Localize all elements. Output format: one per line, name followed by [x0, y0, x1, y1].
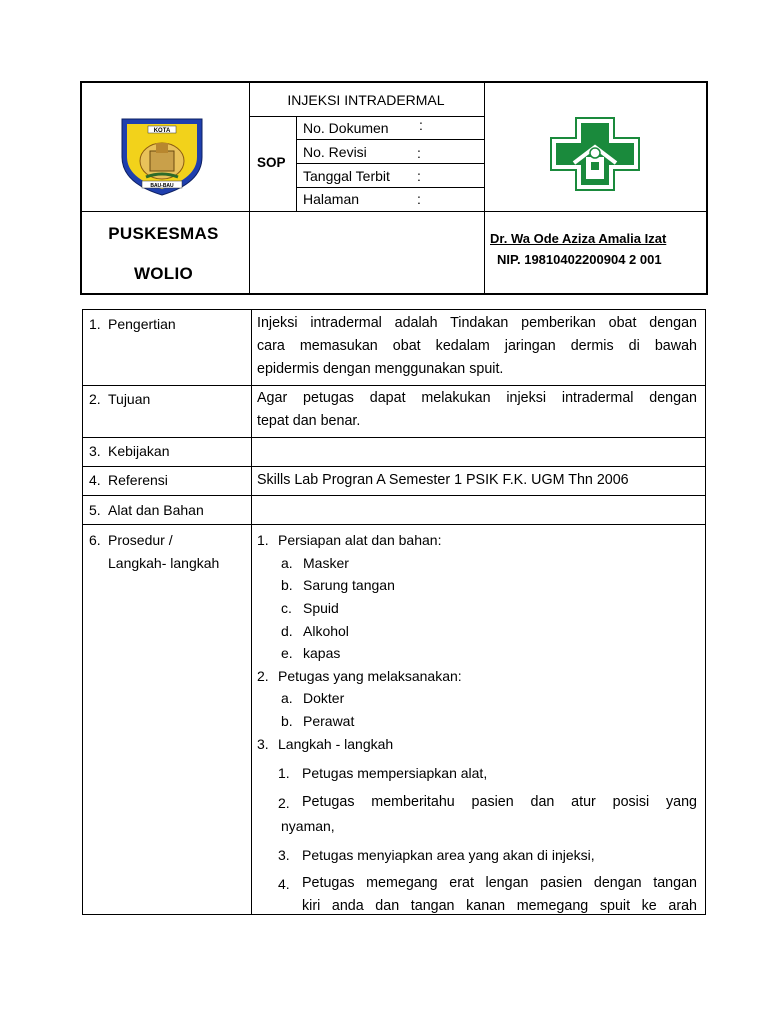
- row-number: 5.: [89, 502, 101, 518]
- signer-nip: NIP. 19810402200904 2 001: [497, 252, 662, 267]
- document-title: INJEKSI INTRADERMAL: [287, 92, 445, 108]
- substep-text: nyaman,: [281, 818, 335, 834]
- row-number: 3.: [89, 443, 101, 459]
- header-divider: [249, 83, 250, 293]
- field-label: Halaman: [303, 191, 360, 207]
- header-divider: [296, 139, 484, 140]
- emblem-bottom-text: BAU-BAU: [150, 183, 174, 189]
- list-item-letter: b.: [281, 577, 293, 593]
- row-number: 6.: [89, 532, 101, 548]
- column-divider: [251, 310, 252, 914]
- substep-text: Petugas memegang erat lengan pasien dengan tangan: [302, 875, 697, 891]
- substep-number: 4.: [278, 876, 290, 892]
- definition-text-line: cara memasukan obat kedalam jaringan dermis di bawah: [257, 338, 697, 354]
- procedure-step-text: Persiapan alat dan bahan:: [278, 532, 442, 548]
- definition-text-line: epidermis dengan menggunakan spuit.: [257, 361, 504, 377]
- substep-text: Petugas menyiapkan area yang akan di injeksi,: [302, 847, 595, 863]
- substep-text: Petugas memberitahu pasien dan atur posisi yang: [302, 794, 697, 810]
- row-label: Langkah- langkah: [108, 555, 220, 571]
- procedure-step-number: 1.: [257, 532, 269, 548]
- header-divider: [250, 116, 484, 117]
- procedure-step-text: Langkah - langkah: [278, 736, 394, 752]
- row-number: 2.: [89, 391, 101, 407]
- substep-number: 2.: [278, 795, 290, 811]
- sop-label: SOP: [257, 155, 286, 170]
- row-label: Kebijakan: [108, 443, 170, 459]
- kota-bau-bau-emblem-icon: [118, 117, 206, 197]
- puskesmas-green-cross-icon: [550, 117, 640, 191]
- list-item: Perawat: [303, 713, 355, 729]
- row-divider: [83, 524, 705, 525]
- substep-text: kiri anda dan tangan kanan memegang spuit ke arah: [302, 898, 697, 914]
- list-item: Dokter: [303, 690, 345, 706]
- list-item-letter: a.: [281, 555, 293, 571]
- list-item: kapas: [303, 645, 341, 661]
- row-label: Pengertian: [108, 316, 176, 332]
- field-separator: :: [417, 191, 421, 207]
- header-divider: [484, 83, 485, 293]
- procedure-step-text: Petugas yang melaksanakan:: [278, 668, 462, 684]
- list-item-letter: e.: [281, 645, 293, 661]
- list-item-letter: a.: [281, 690, 293, 706]
- row-label: Alat dan Bahan: [108, 502, 204, 518]
- header-divider: [296, 187, 484, 188]
- procedure-step-number: 3.: [257, 736, 269, 752]
- row-divider: [83, 466, 705, 467]
- row-divider: [83, 437, 705, 438]
- field-label: Tanggal Terbit: [303, 168, 390, 184]
- row-number: 1.: [89, 316, 101, 332]
- row-divider: [83, 385, 705, 386]
- substep-text: Petugas mempersiapkan alat,: [302, 765, 488, 781]
- row-number: 4.: [89, 472, 101, 488]
- field-separator: :: [417, 145, 421, 161]
- field-separator: :: [419, 117, 423, 133]
- org-name-line1: PUSKESMAS: [108, 224, 219, 243]
- emblem-top-text: KOTA: [153, 128, 171, 134]
- header-divider: [296, 163, 484, 164]
- field-label: No. Revisi: [303, 144, 367, 160]
- field-label: No. Dokumen: [303, 120, 389, 136]
- procedure-step-number: 2.: [257, 668, 269, 684]
- list-item: Spuid: [303, 600, 339, 616]
- list-item-letter: c.: [281, 600, 292, 616]
- org-name-line2: WOLIO: [133, 264, 194, 283]
- row-label: Tujuan: [108, 391, 151, 407]
- row-divider: [83, 495, 705, 496]
- list-item-letter: b.: [281, 713, 293, 729]
- field-separator: :: [417, 168, 421, 184]
- row-label: Prosedur /: [108, 532, 173, 548]
- list-item: Masker: [303, 555, 349, 571]
- reference-text: Skills Lab Progran A Semester 1 PSIK F.K. UGM Thn 2006: [257, 472, 629, 488]
- list-item: Alkohol: [303, 623, 349, 639]
- substep-number: 3.: [278, 847, 290, 863]
- row-label: Referensi: [108, 472, 168, 488]
- objective-text-line: tepat dan benar.: [257, 413, 361, 429]
- signer-name: Dr. Wa Ode Aziza Amalia Izat: [490, 231, 667, 246]
- objective-text-line: Agar petugas dapat melakukan injeksi intradermal dengan: [257, 390, 697, 406]
- substep-number: 1.: [278, 765, 290, 781]
- header-divider: [296, 116, 297, 212]
- list-item-letter: d.: [281, 623, 293, 639]
- list-item: Sarung tangan: [303, 577, 395, 593]
- definition-text-line: Injeksi intradermal adalah Tindakan pemberikan obat dengan: [257, 315, 697, 331]
- header-divider: [82, 211, 706, 212]
